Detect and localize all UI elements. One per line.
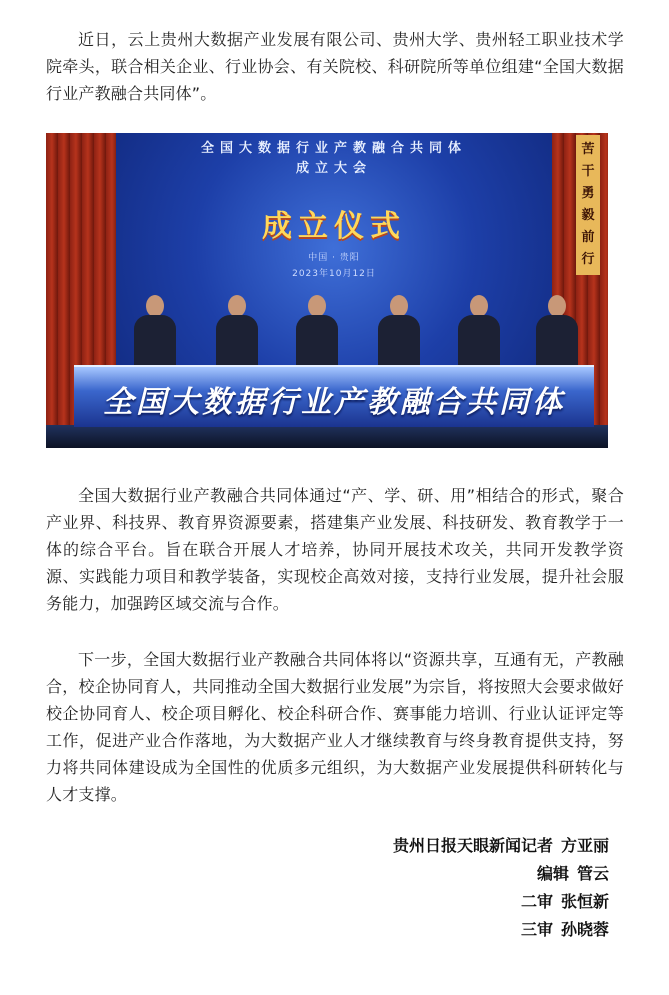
person-figure [376,295,422,365]
review2-name: 张恒新 [560,892,609,911]
person-figure [534,295,580,365]
paragraph-intro: 近日，云上贵州大数据产业发展有限公司、贵州大学、贵州轻工职业技术学院牵头，联合相关企业、行业协会、有关院校、科研院所等单位组建“全国大数据行业产教融合共同体”。 [46,30,624,103]
credit-review3 [393,916,609,944]
screen-place: 中国 · 贵阳 [308,253,360,263]
review3-label: 三审 [520,920,553,939]
paragraph-body: 全国大数据行业产教融合共同体通过“产、学、研、用”相结合的形式，聚合产业界、科技界、教育界资源要素，搭建集产业发展、科技研发、教育教学于一体的综合平台。旨在联合开展人才培养，协同开展技术攻关，共同开发教学资源、实践能力项目和教学装备，实现校企高效对接，支持行业发展，提升社会服务能力，加强跨区域交流与合作。 [46,486,624,613]
screen-title [116,139,552,179]
review2-label: 二审 [520,892,553,911]
reporter-org: 贵州日报天眼新闻记者 [392,836,553,855]
article-credits [393,832,609,944]
review3-name: 孙晓蓉 [560,920,609,939]
editor-label: 编辑 [536,864,569,883]
person-figure [214,295,260,365]
reporter-name: 方亚丽 [560,836,609,855]
editor-name: 管云 [576,864,609,883]
stage-floor [46,425,608,448]
credit-review2 [393,888,609,916]
person-figure [294,295,340,365]
paragraph-next-step: 下一步，全国大数据行业产教融合共同体将以“资源共享，互通有无，产教融合，校企协同育人，共同推动全国大数据行业发展”为宗旨，将按照大会要求做好校企协同育人、校企项目孵化、校企科研合作、赛事能力培训、行业认证评定等工作，促进产业合作落地，为大数据产业人才继续教育与终身教育提供支持，努力将共同体建设成为全国性的优质多元组织，为大数据产业发展提供科研转化与人才支撑。 [46,650,624,804]
side-banner: 苦干勇毅前行 [576,135,600,275]
person-figure [456,295,502,365]
credit-reporter [393,832,609,860]
screen-title-line1: 全国大数据行业产教融合共同体 [200,141,467,156]
podium-banner [74,365,594,427]
screen-date: 2023年10月12日 [292,269,376,279]
screen-main-title: 成立仪式 [262,209,406,244]
person-figure [132,295,178,365]
credit-editor [393,860,609,888]
ceremony-photo [46,133,608,448]
screen-title-line2: 成立大会 [295,161,372,176]
podium-text: 全国大数据行业产教融合共同体 [103,385,565,420]
